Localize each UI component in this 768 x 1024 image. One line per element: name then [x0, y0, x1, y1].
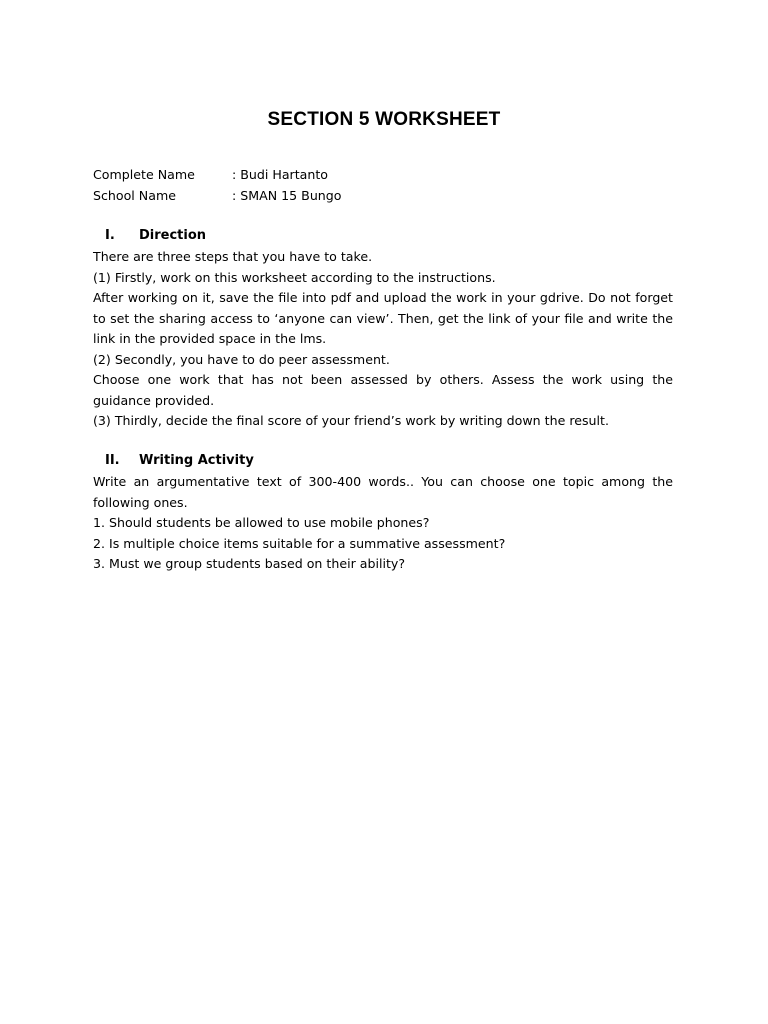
page-title: SECTION 5 WORKSHEET [267, 109, 501, 130]
info-row-school-name [93, 186, 341, 207]
list-item: 1. Should students be allowed to use mobile phones? [93, 515, 430, 530]
paragraph: Write an argumentative text of 300-400 words.. You can choose one topic among the following ones. [93, 474, 673, 510]
paragraph: There are three steps that you have to take. [93, 249, 373, 264]
paragraph: (2) Secondly, you have to do peer assessment. [93, 351, 390, 367]
paragraph: (1) Firstly, work on this worksheet according to the instructions. [93, 269, 496, 285]
paragraph: Choose one work that has not been assessed by others. Assess the work using the guidance provided. [93, 372, 673, 408]
paragraph: After working on it, save the file into pdf and upload the work in your gdrive. Do not forget to set the sharing access to ‘anyone can view’. Then, get the link of your file and write the link in the provided space in the lms. [93, 290, 673, 346]
list-item: 3. Must we group students based on their ability? [93, 556, 406, 571]
info-row-complete-name [93, 165, 341, 186]
complete-name-label: Complete Name [93, 167, 195, 183]
section-number: I. [105, 228, 115, 243]
section-title: Writing Activity [139, 453, 254, 468]
list-item: 2. Is multiple choice items suitable for a summative assessment? [93, 535, 506, 551]
paragraph: (3) Thirdly, decide the final score of your friend’s work by writing down the result. [93, 413, 609, 428]
direction-body [93, 247, 673, 432]
school-name-value: : SMAN 15 Bungo [232, 188, 342, 204]
student-info [93, 165, 341, 207]
writing-activity-body [93, 472, 673, 575]
complete-name-value: : Budi Hartanto [232, 167, 329, 183]
section-title: Direction [139, 228, 207, 243]
section-heading-writing-activity [93, 451, 254, 472]
school-name-label: School Name [93, 188, 176, 204]
section-number: II. [105, 453, 120, 468]
section-heading-direction [93, 226, 206, 247]
